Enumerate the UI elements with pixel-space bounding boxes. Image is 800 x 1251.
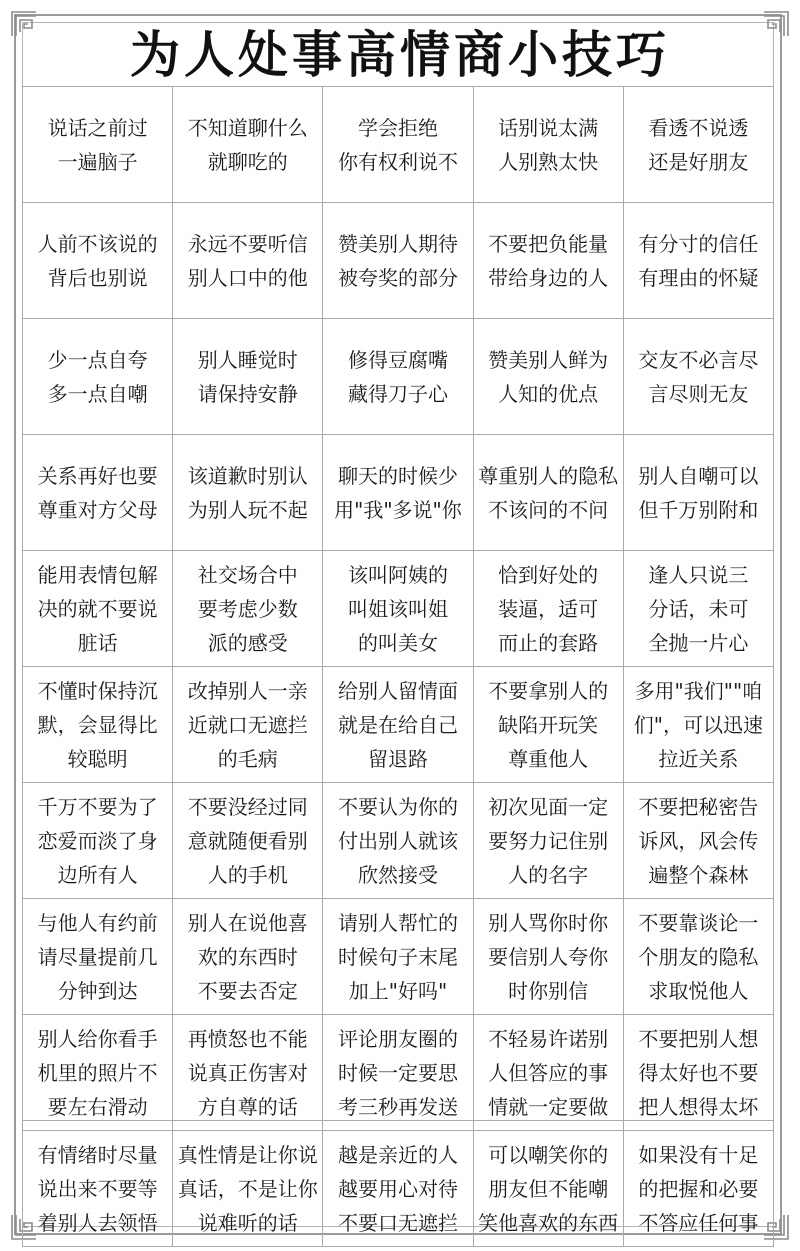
tip-cell — [323, 1015, 473, 1131]
tip-text: 赞美别人鲜为 人知的优点 — [488, 347, 609, 406]
table-row — [23, 551, 774, 667]
tip-cell — [23, 1131, 173, 1247]
tip-cell — [323, 783, 473, 899]
tip-text: 少一点自夸 多一点自嘲 — [47, 347, 148, 406]
tip-text: 不懂时保持沉 默，会显得比 较聪明 — [37, 678, 158, 771]
tip-cell — [623, 551, 773, 667]
tip-text: 话别说太满 人别熟太快 — [498, 115, 599, 174]
tip-text: 别人自嘲可以 但千万别附和 — [638, 463, 759, 522]
tip-text: 不知道聊什么 就聊吃的 — [187, 115, 308, 174]
tip-cell — [323, 319, 473, 435]
tip-cell — [323, 435, 473, 551]
tip-text: 千万不要为了 恋爱而淡了身 边所有人 — [37, 794, 158, 887]
tip-text: 越是亲近的人 越要用心对待 不要口无遮拦 — [337, 1142, 458, 1235]
tip-text: 如果没有十足 的把握和必要 不答应任何事 — [638, 1142, 759, 1235]
tip-text: 真性情是让你说 真话，不是让你 说难听的话 — [177, 1142, 318, 1235]
tip-text: 尊重别人的隐私 不该问的不问 — [478, 463, 619, 522]
tip-text: 不要没经过同 意就随便看别 人的手机 — [187, 794, 308, 887]
tip-text: 改掉别人一亲 近就口无遮拦 的毛病 — [187, 678, 308, 771]
tip-text: 别人睡觉时 请保持安静 — [197, 347, 298, 406]
tip-text: 赞美别人期待 被夸奖的部分 — [337, 231, 458, 290]
tip-cell — [473, 551, 623, 667]
tip-cell — [173, 667, 323, 783]
tip-cell — [23, 435, 173, 551]
tip-cell — [623, 87, 773, 203]
tip-text: 不轻易许诺别 人但答应的事 情就一定要做 — [488, 1026, 609, 1119]
tip-text: 该叫阿姨的 叫姐该叫姐 的叫美女 — [347, 562, 448, 655]
tip-cell — [473, 667, 623, 783]
tip-cell — [623, 1131, 773, 1247]
tip-text: 该道歉时别认 为别人玩不起 — [187, 463, 308, 522]
tip-text: 请别人帮忙的 时候句子末尾 加上"好吗" — [337, 910, 458, 1003]
tip-text: 多用"我们""咱 们"，可以迅速 拉近关系 — [633, 678, 763, 771]
tip-cell — [473, 203, 623, 319]
tip-text: 别人给你看手 机里的照片不 要左右滑动 — [37, 1026, 158, 1119]
tip-cell — [23, 899, 173, 1015]
table-row — [23, 435, 774, 551]
tip-cell — [23, 783, 173, 899]
tip-text: 可以嘲笑你的 朋友但不能嘲 笑他喜欢的东西 — [478, 1142, 619, 1235]
tip-text: 给别人留情面 就是在给自己 留退路 — [337, 678, 458, 771]
tip-cell — [623, 203, 773, 319]
table-row — [23, 203, 774, 319]
tip-text: 交友不必言尽 言尽则无友 — [638, 347, 759, 406]
page-title: 为人处事高情商小技巧 — [130, 25, 670, 84]
tip-cell — [473, 87, 623, 203]
tip-text: 聊天的时候少 用"我"多说"你 — [334, 463, 462, 522]
tip-cell — [173, 319, 323, 435]
tip-cell — [473, 1131, 623, 1247]
tip-text: 恰到好处的 装逼，适可 而止的套路 — [498, 562, 599, 655]
tip-text: 不要把别人想 得太好也不要 把人想得太坏 — [638, 1026, 759, 1119]
tip-cell — [623, 783, 773, 899]
tip-text: 别人骂你时你 要信别人夸你 时你别信 — [488, 910, 609, 1003]
table-row — [23, 1015, 774, 1131]
tip-cell — [173, 1131, 323, 1247]
table-row — [23, 899, 774, 1015]
tip-text: 评论朋友圈的 时候一定要思 考三秒再发送 — [337, 1026, 458, 1119]
tip-cell — [473, 435, 623, 551]
tip-text: 不要把负能量 带给身边的人 — [488, 231, 609, 290]
tip-cell — [323, 551, 473, 667]
tip-cell — [173, 87, 323, 203]
bottom-rule — [22, 1120, 774, 1122]
tip-text: 不要靠谈论一 个朋友的隐私 求取悦他人 — [638, 910, 759, 1003]
table-row — [23, 1131, 774, 1247]
tip-text: 再愤怒也不能 说真正伤害对 方自尊的话 — [187, 1026, 308, 1119]
tip-text: 不要认为你的 付出别人就该 欣然接受 — [337, 794, 458, 887]
tip-text: 有分寸的信任 有理由的怀疑 — [638, 231, 759, 290]
tip-text: 说话之前过 一遍脑子 — [47, 115, 148, 174]
tip-cell — [173, 435, 323, 551]
tips-grid — [22, 86, 774, 1247]
tip-text: 与他人有约前 请尽量提前几 分钟到达 — [37, 910, 158, 1003]
table-row — [23, 783, 774, 899]
tip-cell — [323, 203, 473, 319]
tip-cell — [323, 87, 473, 203]
tip-cell — [473, 1015, 623, 1131]
tip-text: 永远不要听信 别人口中的他 — [187, 231, 308, 290]
table-row — [23, 319, 774, 435]
tip-text: 有情绪时尽量 说出来不要等 着别人去领悟 — [37, 1142, 158, 1235]
tip-cell — [173, 899, 323, 1015]
tip-cell — [23, 551, 173, 667]
tip-text: 逢人只说三 分话，未可 全抛一片心 — [648, 562, 749, 655]
tip-cell — [473, 783, 623, 899]
tip-cell — [323, 667, 473, 783]
tip-cell — [623, 667, 773, 783]
tip-cell — [173, 551, 323, 667]
tips-table — [22, 86, 774, 1247]
tip-cell — [23, 319, 173, 435]
tip-cell — [173, 1015, 323, 1131]
tip-cell — [473, 899, 623, 1015]
tip-cell — [173, 783, 323, 899]
tip-cell — [23, 1015, 173, 1131]
tip-text: 关系再好也要 尊重对方父母 — [37, 463, 158, 522]
tip-text: 看透不说透 还是好朋友 — [648, 115, 749, 174]
tip-cell — [173, 203, 323, 319]
tip-text: 能用表情包解 决的就不要说 脏话 — [37, 562, 158, 655]
table-row — [23, 87, 774, 203]
tip-text: 初次见面一定 要努力记住别 人的名字 — [488, 794, 609, 887]
tip-cell — [23, 87, 173, 203]
tip-cell — [623, 1015, 773, 1131]
tip-text: 修得豆腐嘴 藏得刀子心 — [347, 347, 448, 406]
tip-text: 人前不该说的 背后也别说 — [37, 231, 158, 290]
tip-text: 不要把秘密告 诉风，风会传 遍整个森林 — [638, 794, 759, 887]
tip-cell — [23, 203, 173, 319]
tip-text: 社交场合中 要考虑少数 派的感受 — [197, 562, 298, 655]
tip-text: 别人在说他喜 欢的东西时 不要去否定 — [187, 910, 308, 1003]
tip-cell — [623, 899, 773, 1015]
tip-cell — [623, 319, 773, 435]
tip-text: 不要拿别人的 缺陷开玩笑 尊重他人 — [488, 678, 609, 771]
tip-text: 学会拒绝 你有权利说不 — [337, 115, 458, 174]
tip-cell — [323, 1131, 473, 1247]
tip-cell — [23, 667, 173, 783]
tip-cell — [323, 899, 473, 1015]
table-row — [23, 667, 774, 783]
tip-cell — [623, 435, 773, 551]
tip-cell — [473, 319, 623, 435]
